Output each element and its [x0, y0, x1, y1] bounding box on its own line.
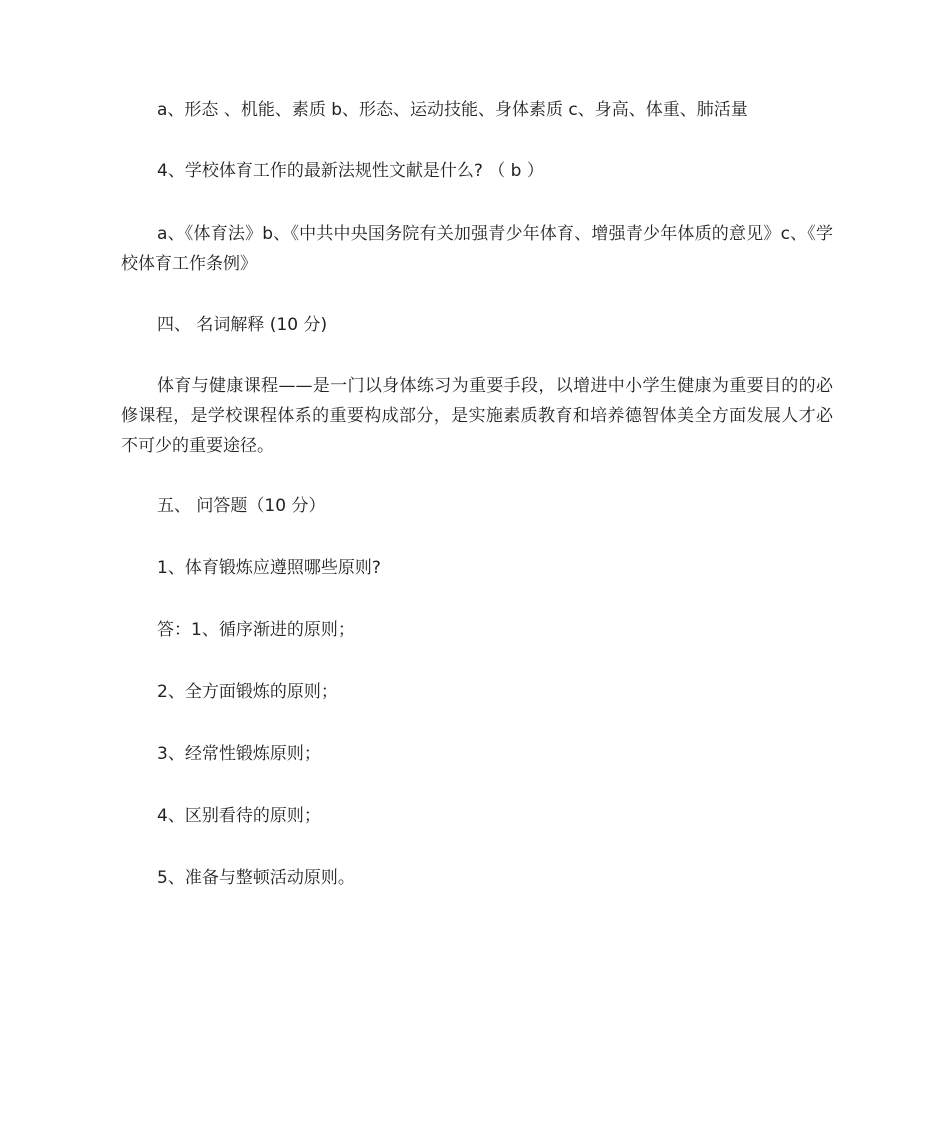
paragraph-answer-5: 5、准备与整顿活动原则。: [157, 868, 355, 888]
paragraph-question-4: 4、学校体育工作的最新法规性文献是什么? （ b ）: [157, 161, 544, 181]
paragraph-answer-3: 3、经常性锻炼原则；: [157, 744, 321, 764]
paragraph-question-1: 1、体育锻炼应遵照哪些原则?: [157, 558, 381, 578]
paragraph-options-indicators: a、形态 、机能、素质 b、形态、运动技能、身体素质 c、身高、体重、肺活量: [157, 100, 748, 120]
paragraph-answer-1: 答：1、循序渐进的原则；: [157, 620, 355, 640]
section-heading-term-definition: 四、 名词解释 (10 分): [157, 315, 328, 335]
paragraph-answer-2: 2、全方面锻炼的原则；: [157, 682, 338, 702]
paragraph-answer-4: 4、区别看待的原则；: [157, 806, 321, 826]
paragraph-term-definition: 体育与健康课程——是一门以身体练习为重要手段，以增进中小学生健康为重要目的的必修课程，是学校课程体系的重要构成部分，是实施素质教育和培养德智体美全方面发展人才必不可少的重要途径。: [121, 376, 833, 456]
section-heading-qa: 五、 问答题（10 分）: [157, 496, 326, 516]
paragraph-options-documents: a、《体育法》b、《中共中央国务院有关加强青少年体育、增强青少年体质的意见》c、《学校体育工作条例》: [121, 224, 833, 274]
